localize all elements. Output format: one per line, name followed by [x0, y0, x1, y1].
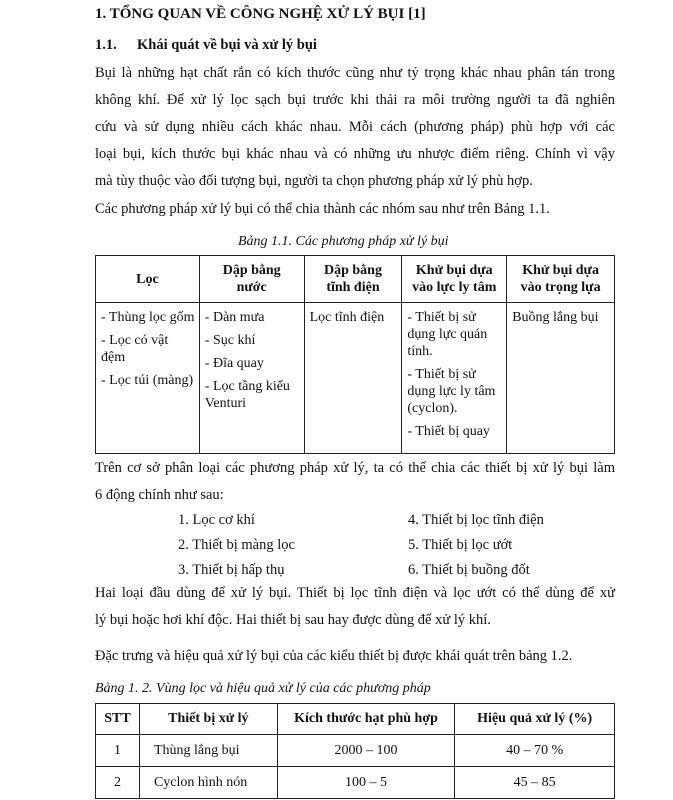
table-cell: 100 – 5: [277, 767, 455, 799]
usage-paragraph: [95, 580, 615, 634]
section-heading: 1. TỔNG QUAN VỀ CÔNG NGHỆ XỬ LÝ BỤI [1]: [95, 6, 426, 22]
table-row: [96, 735, 615, 767]
list-item: 5. Thiết bị lọc ướt: [408, 537, 513, 553]
table-cell: [507, 303, 615, 454]
cell-item: - Đĩa quay: [204, 356, 264, 371]
cell-item: Lọc tĩnh điện: [309, 310, 385, 325]
classification-paragraph: [95, 455, 615, 509]
header-cell: Lọc: [96, 256, 200, 303]
table-row: [96, 303, 615, 454]
list-item: 1. Lọc cơ khí: [178, 512, 255, 528]
paragraph-line: 6 động chính như sau:: [95, 487, 224, 503]
cell-item: Buồng lắng bụi: [512, 310, 599, 325]
header-cell: Kích thước hạt phù hợp: [277, 704, 455, 735]
header-cell: Hiệu quả xử lý (%): [455, 704, 615, 735]
table2-caption: Bảng 1. 2. Vùng lọc và hiệu quả xử lý của các phương pháp: [95, 681, 431, 696]
table-cell: [96, 303, 200, 454]
list-item: 3. Thiết bị hấp thụ: [178, 562, 285, 578]
cell-item: - Dàn mưa: [204, 310, 265, 325]
cell-item: - Thiết bị sử dụng lực quán tính.: [407, 310, 488, 359]
table-cell: [199, 303, 304, 454]
list-item: 6. Thiết bị buồng đốt: [408, 562, 530, 578]
header-cell: Dập bằng nước: [199, 256, 304, 303]
paragraph-line: mà tùy thuộc vào đối tượng bụi, người ta chọn phương pháp xử lý phù hợp.: [95, 173, 533, 189]
header-cell: Khử bụi dựa vào trọng lựa: [507, 256, 615, 303]
table1-intro-paragraph: [95, 196, 615, 223]
paragraph-line: Bụi là những hạt chất rắn có kích thước cũng như tỷ trọng khác nhau phân tán trong: [95, 65, 615, 81]
efficiency-table: [95, 703, 615, 799]
paragraph-line: không khí. Để xử lý lọc sạch bụi trước khi thải ra môi trường người ta đã nghiên: [95, 92, 615, 108]
table-cell: Cyclon hình nón: [139, 767, 277, 799]
paragraph-line: lý bụi hoặc hơi khí độc. Hai thiết bị sau hay được dùng để xử lý khí.: [95, 612, 491, 628]
table-header-row: [96, 256, 615, 303]
table-cell: Thùng lắng bụi: [139, 735, 277, 767]
table-cell: 1: [96, 735, 140, 767]
table1-caption: Bảng 1.1. Các phương pháp xử lý bụi: [238, 234, 449, 249]
header-cell: Dập bằng tĩnh điện: [304, 256, 402, 303]
table2-intro-paragraph: [95, 643, 615, 670]
paragraph-line: cứu và sử dụng nhiều cách khác nhau. Mỗi cách (phương pháp) phù hợp với các: [95, 119, 615, 135]
device-list-left: [178, 508, 295, 583]
table-cell: [304, 303, 402, 454]
table-cell: 2: [96, 767, 140, 799]
list-item: 4. Thiết bị lọc tĩnh điện: [408, 512, 544, 528]
table-header-row: [96, 704, 615, 735]
device-list-right: [408, 508, 544, 583]
cell-item: - Lọc túi (màng): [101, 373, 194, 388]
header-cell: Thiết bị xử lý: [139, 704, 277, 735]
paragraph-line: loại bụi, kích thước bụi khác nhau và có những ưu nhược điểm riêng. Chính vì vậy: [95, 146, 615, 162]
header-cell: STT: [96, 704, 140, 735]
paragraph-line: Các phương pháp xử lý bụi có thể chia thành các nhóm sau như trên Bảng 1.1.: [95, 201, 550, 217]
paragraph-line: Hai loại đầu dùng để xử lý bụi. Thiết bị lọc tĩnh điện và lọc ướt có thể dùng để xử: [95, 585, 615, 601]
paragraph-line: Đặc trưng và hiệu quả xử lý bụi của các kiểu thiết bị được khái quát trên bảng 1.2.: [95, 648, 573, 664]
table-cell: 40 – 70 %: [455, 735, 615, 767]
cell-item: - Sục khí: [204, 333, 256, 348]
paragraph-line: Trên cơ sở phân loại các phương pháp xử lý, ta có thể chia các thiết bị xử lý bụi làm: [95, 460, 615, 476]
table-cell: [402, 303, 507, 454]
table-cell: 2000 – 100: [277, 735, 455, 767]
cell-item: - Thiết bị quay: [407, 424, 490, 439]
intro-paragraph: [95, 60, 615, 195]
cell-item: - Thiết bị sử dụng lực ly tâm (cyclon).: [407, 367, 496, 416]
list-item: 2. Thiết bị màng lọc: [178, 537, 295, 553]
cell-item: - Lọc tầng kiểu Venturi: [204, 379, 290, 411]
cell-item: - Thùng lọc gốm: [101, 310, 195, 325]
table-cell: 45 – 85: [455, 767, 615, 799]
cell-item: - Lọc có vật đệm: [101, 333, 169, 365]
methods-table: [95, 255, 615, 454]
header-cell: Khử bụi dựa vào lực ly tâm: [402, 256, 507, 303]
subsection-number: 1.1.: [95, 37, 117, 53]
subsection-title: Khái quát về bụi và xử lý bụi: [137, 37, 317, 53]
table-row: [96, 767, 615, 799]
subsection-heading: [95, 37, 317, 54]
